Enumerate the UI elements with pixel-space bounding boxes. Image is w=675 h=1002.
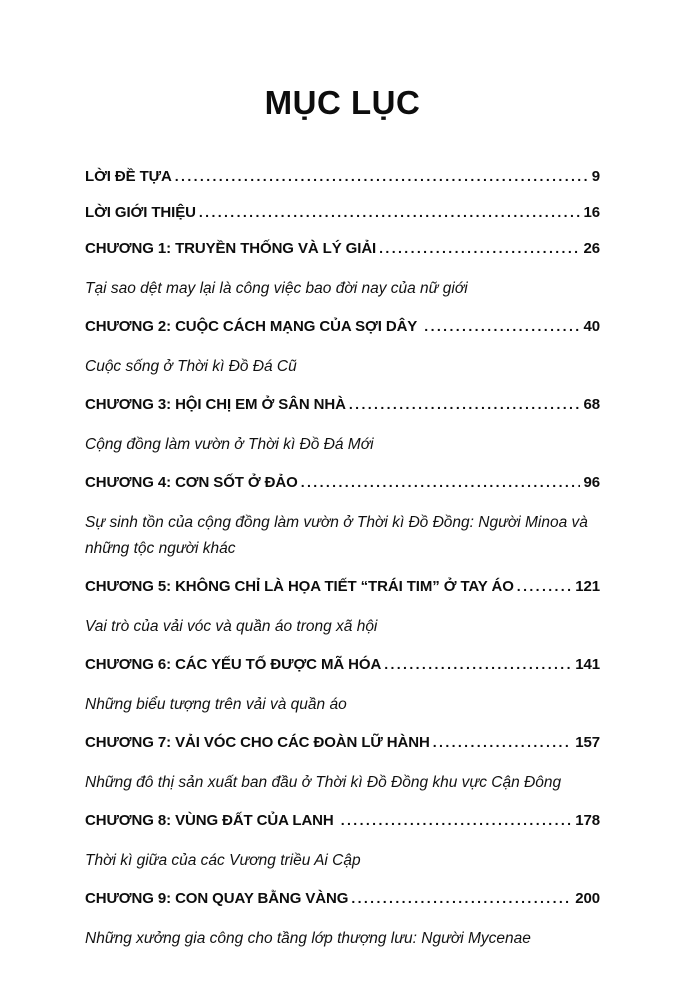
- toc-dot-leader: [424, 318, 579, 334]
- toc-entry-label: CHƯƠNG 7: VẢI VÓC CHO CÁC ĐOÀN LỮ HÀNH: [85, 734, 430, 751]
- toc-row[interactable]: [85, 204, 600, 221]
- page-title: MỤC LỤC: [264, 84, 421, 121]
- toc-entry-subtitle: Những biểu tượng trên vải và quần áo: [85, 696, 347, 713]
- toc-dot-leader: [384, 656, 571, 672]
- toc-entry-label: CHƯƠNG 2: CUỘC CÁCH MẠNG CỦA SỢI DÂY: [85, 318, 422, 335]
- toc-entry-label: LỜI ĐỀ TỰA: [85, 168, 172, 185]
- toc-row[interactable]: [85, 240, 600, 257]
- toc-entry-label: CHƯƠNG 8: VÙNG ĐẤT CỦA LANH: [85, 812, 338, 829]
- toc-entry: [85, 656, 600, 718]
- toc-row[interactable]: [85, 578, 600, 595]
- toc-entry-subtitle: Những xưởng gia công cho tầng lớp thượng lưu: Người Mycenae: [85, 930, 531, 947]
- toc-row[interactable]: [85, 168, 600, 185]
- toc-page-number: 16: [583, 204, 600, 221]
- toc-entry: [85, 396, 600, 458]
- toc-row[interactable]: [85, 890, 600, 907]
- toc-entry-label: CHƯƠNG 9: CON QUAY BẰNG VÀNG: [85, 890, 349, 907]
- toc-page-number: 157: [575, 734, 600, 751]
- toc-entry: [85, 240, 600, 302]
- toc-row[interactable]: [85, 734, 600, 751]
- toc-page-number: 40: [583, 318, 600, 335]
- toc-entry-label: CHƯƠNG 5: KHÔNG CHỈ LÀ HỌA TIẾT “TRÁI TIM” Ở TAY ÁO: [85, 578, 514, 595]
- toc-row[interactable]: [85, 812, 600, 829]
- toc-entry-subtitle: Sự sinh tồn của cộng đồng làm vườn ở Thời kì Đồ Đồng: Người Minoa và những tộc người khác: [85, 514, 588, 557]
- toc-dot-leader: [341, 812, 572, 828]
- toc-page-number: 68: [583, 396, 600, 413]
- toc-dot-leader: [175, 168, 588, 184]
- toc-dot-leader: [301, 474, 580, 490]
- toc-dot-leader: [351, 890, 571, 906]
- toc-list: [85, 168, 600, 952]
- toc-dot-leader: [379, 240, 579, 256]
- toc-page-number: 178: [575, 812, 600, 829]
- toc-dot-leader: [517, 578, 571, 594]
- toc-entry-subtitle: Những đô thị sản xuất ban đầu ở Thời kì Đồ Đồng khu vực Cận Đông: [85, 774, 562, 791]
- toc-dot-leader: [433, 734, 572, 750]
- toc-row[interactable]: [85, 396, 600, 413]
- toc-entry: [85, 318, 600, 380]
- toc-row[interactable]: [85, 474, 600, 491]
- toc-entry-label: LỜI GIỚI THIỆU: [85, 204, 196, 221]
- toc-entry: [85, 168, 600, 185]
- toc-page-number: 141: [575, 656, 600, 673]
- toc-entry: [85, 890, 600, 952]
- toc-entry-label: CHƯƠNG 3: HỘI CHỊ EM Ở SÂN NHÀ: [85, 396, 346, 413]
- toc-page-number: 26: [583, 240, 600, 257]
- toc-entry-label: CHƯƠNG 1: TRUYỀN THỐNG VÀ LÝ GIẢI: [85, 240, 377, 257]
- toc-entry: [85, 204, 600, 221]
- toc-page-number: 200: [575, 890, 600, 907]
- toc-entry-subtitle: Tại sao dệt may lại là công việc bao đời nay của nữ giới: [85, 280, 468, 297]
- toc-entry-subtitle: Cộng đồng làm vườn ở Thời kì Đồ Đá Mới: [85, 436, 374, 453]
- toc-page-number: 96: [583, 474, 600, 491]
- toc-row[interactable]: [85, 656, 600, 673]
- toc-entry: [85, 734, 600, 796]
- toc-entry-subtitle: Vai trò của vải vóc và quần áo trong xã hội: [85, 618, 378, 635]
- toc-dot-leader: [199, 204, 580, 220]
- toc-entry-label: CHƯƠNG 4: CƠN SỐT Ở ĐẢO: [85, 474, 298, 491]
- toc-row[interactable]: [85, 318, 600, 335]
- toc-entry: [85, 578, 600, 640]
- toc-page-number: 9: [591, 168, 600, 185]
- toc-entry: [85, 474, 600, 562]
- toc-entry-label: CHƯƠNG 6: CÁC YẾU TỐ ĐƯỢC MÃ HÓA: [85, 656, 382, 673]
- toc-entry: [85, 812, 600, 874]
- toc-page-number: 121: [575, 578, 600, 595]
- toc-entry-subtitle: Cuộc sống ở Thời kì Đồ Đá Cũ: [85, 358, 297, 375]
- toc-dot-leader: [349, 396, 580, 412]
- toc-entry-subtitle: Thời kì giữa của các Vương triều Ai Cập: [85, 852, 361, 869]
